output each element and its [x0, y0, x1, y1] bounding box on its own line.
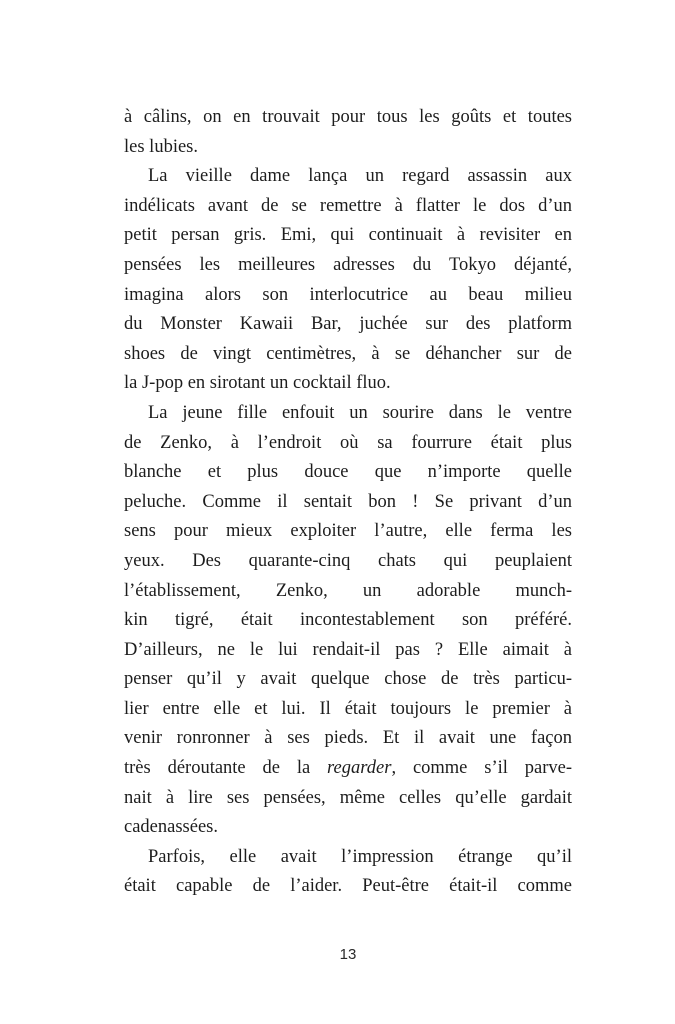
text-line: pensées les meilleures adresses du Tokyo déjanté,: [124, 254, 572, 275]
italic-word: regarder: [327, 758, 392, 779]
text-line: était capable de l’aider. Peut-être était-il comme: [124, 876, 572, 897]
text-line: nait à lire ses pensées, même celles qu’elle gardait: [124, 787, 572, 808]
text-line: cadenassées.: [124, 817, 218, 838]
text-line: peluche. Comme il sentait bon ! Se privant d’un: [124, 491, 572, 512]
text-line: l’établissement, Zenko, un adorable munch-: [124, 580, 572, 601]
text-line: à câlins, on en trouvait pour tous les goûts et toutes: [124, 107, 572, 127]
text-line: indélicats avant de se remettre à flatter le dos d’un: [124, 195, 572, 216]
text-block: [124, 103, 572, 902]
text-line: la J-pop en sirotant un cocktail fluo.: [124, 373, 391, 394]
text-line: La jeune fille enfouit un sourire dans le ventre: [148, 402, 572, 423]
page-number: 13: [339, 946, 357, 963]
text-line: yeux. Des quarante-cinq chats qui peuplaient: [124, 550, 572, 571]
text-line: D’ailleurs, ne le lui rendait-il pas ? Elle aimait à: [124, 639, 572, 660]
text-segment: , comme s’il parve-: [391, 758, 572, 779]
text-line: imagina alors son interlocutrice au beau milieu: [124, 284, 572, 305]
text-line: La vieille dame lança un regard assassin aux: [148, 166, 572, 187]
text-line-with-italic: [124, 754, 572, 784]
text-line: les lubies.: [124, 136, 198, 157]
text-line: blanche et plus douce que n’importe quelle: [124, 462, 572, 483]
text-line: venir ronronner à ses pieds. Et il avait une façon: [124, 728, 572, 749]
text-line: sens pour mieux exploiter l’autre, elle ferma les: [124, 521, 572, 542]
text-line: kin tigré, était incontestablement son préféré.: [124, 610, 572, 631]
text-line: de Zenko, à l’endroit où sa fourrure était plus: [124, 432, 572, 453]
paragraph: [124, 843, 572, 902]
paragraph: [124, 162, 572, 399]
text-line: shoes de vingt centimètres, à se déhancher sur de: [124, 343, 572, 364]
text-line: lier entre elle et lui. Il était toujours le premier à: [124, 698, 572, 719]
text-segment: très déroutante de la: [124, 758, 328, 779]
text-line: Parfois, elle avait l’impression étrange qu’il: [148, 846, 572, 867]
paragraph: [124, 103, 572, 162]
text-line: penser qu’il y avait quelque chose de très particu-: [124, 669, 572, 690]
text-line: petit persan gris. Emi, qui continuait à revisiter en: [124, 225, 572, 246]
text-line: du Monster Kawaii Bar, juchée sur des platform: [124, 314, 572, 335]
paragraph: [124, 399, 572, 843]
